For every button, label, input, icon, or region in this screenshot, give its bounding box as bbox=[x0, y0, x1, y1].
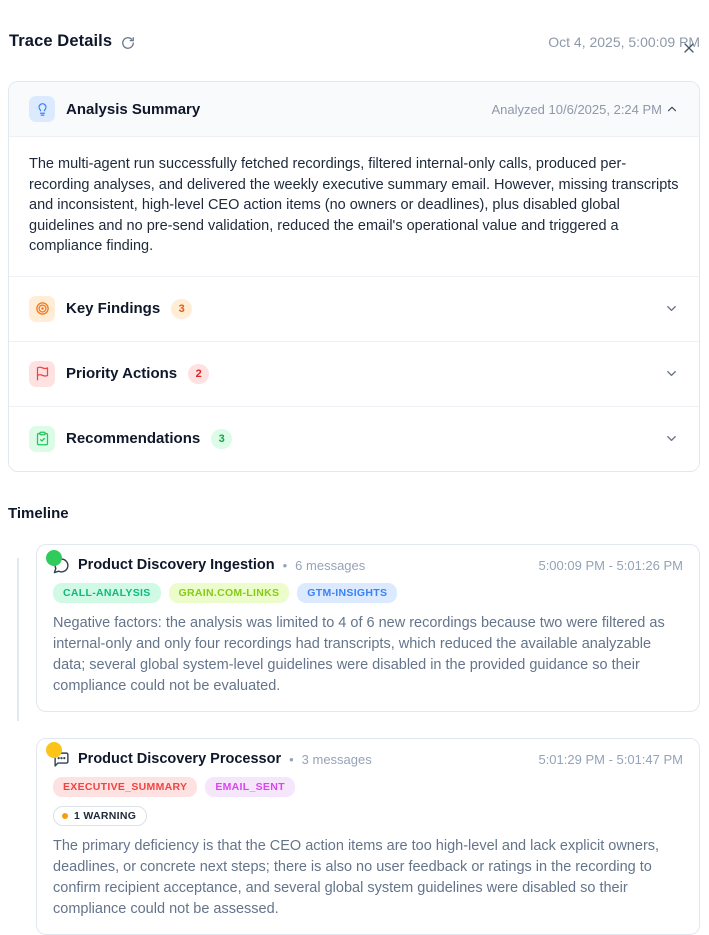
chevron-down-icon[interactable] bbox=[664, 431, 679, 446]
tag-grain-com-links: GRAIN.COM-LINKS bbox=[169, 583, 290, 603]
trace-timestamp: Oct 4, 2025, 5:00:09 PM bbox=[548, 33, 700, 50]
flag-icon bbox=[29, 361, 55, 387]
step-time-range: 5:01:29 PM - 5:01:47 PM bbox=[538, 751, 683, 767]
analysis-summary-title: Analysis Summary bbox=[66, 100, 201, 118]
step-description: The primary deficiency is that the CEO action items are too high-level and lack explicit owners, deadlines, or concrete next steps; there is also no user feedback or ratings in the recording to confirm recipient acceptance, and several global system guidelines were disabled so their compliance could not be assessed. bbox=[53, 837, 660, 917]
bullet-separator: • bbox=[282, 557, 288, 573]
recommendations-row[interactable] bbox=[9, 406, 699, 471]
analyzed-timestamp: Analyzed 10/6/2025, 2:24 PM bbox=[491, 101, 662, 117]
timeline bbox=[0, 544, 709, 935]
chevron-up-icon[interactable] bbox=[665, 102, 679, 116]
trace-header bbox=[0, 32, 709, 51]
timeline-item-ingestion bbox=[36, 544, 709, 712]
lightbulb-icon bbox=[29, 96, 55, 122]
tag-email-sent: EMAIL_SENT bbox=[205, 777, 295, 797]
step-description: Negative factors: the analysis was limited to 4 of 6 new recordings because two were filtered as internal-only and only four recordings had transcripts, which reduced the available analyzable data; several global system-level guidelines were disabled in the provided guidance so their compliance could not be evaluated. bbox=[53, 614, 665, 694]
step-time-range: 5:00:09 PM - 5:01:26 PM bbox=[538, 557, 683, 573]
chevron-down-icon[interactable] bbox=[664, 366, 679, 381]
step-title: Product Discovery Ingestion bbox=[78, 557, 275, 574]
timeline-dot-amber bbox=[46, 742, 62, 758]
refresh-icon[interactable] bbox=[121, 36, 135, 50]
bullet-separator: • bbox=[289, 751, 294, 767]
recommendations-count: 3 bbox=[211, 429, 232, 449]
analysis-summary-text: The multi-agent run successfully fetched recordings, filtered internal-only calls, produced per-recording analyses, and delivered the weekly executive summary email. However, missing transcripts and inconsistent, high-level CEO action items (no owners or deadlines), plus disabled global guidelines and no pre-send validation, reduced the email's operational value and triggered a compliance finding. bbox=[29, 156, 679, 255]
analysis-summary-header[interactable] bbox=[9, 82, 699, 137]
chevron-down-icon[interactable] bbox=[664, 301, 679, 316]
analysis-summary-card bbox=[8, 81, 700, 472]
priority-actions-label: Priority Actions bbox=[66, 365, 178, 383]
timeline-connector bbox=[17, 558, 19, 721]
key-findings-label: Key Findings bbox=[66, 300, 161, 318]
warning-dot-icon bbox=[62, 813, 68, 819]
step-title: Product Discovery Processor bbox=[78, 751, 282, 768]
timeline-title: Timeline bbox=[8, 504, 69, 522]
close-icon[interactable] bbox=[679, 38, 699, 58]
page-title: Trace Details bbox=[9, 32, 113, 50]
timeline-card-ingestion[interactable] bbox=[36, 544, 700, 712]
priority-actions-count: 2 bbox=[188, 364, 209, 384]
key-findings-row[interactable] bbox=[9, 276, 699, 341]
message-count: 3 messages bbox=[301, 751, 372, 767]
tag-executive-summary: EXECUTIVE_SUMMARY bbox=[53, 777, 197, 797]
message-count: 6 messages bbox=[295, 557, 366, 573]
timeline-item-processor bbox=[36, 738, 709, 935]
recommendations-label: Recommendations bbox=[66, 430, 201, 448]
priority-actions-row[interactable] bbox=[9, 341, 699, 406]
warning-badge bbox=[53, 806, 147, 826]
timeline-card-processor[interactable] bbox=[36, 738, 700, 935]
target-icon bbox=[29, 296, 55, 322]
timeline-dot-green bbox=[46, 550, 62, 566]
tag-call-analysis: CALL-ANALYSIS bbox=[53, 583, 161, 603]
clipboard-check-icon bbox=[29, 426, 55, 452]
key-findings-count: 3 bbox=[171, 299, 192, 319]
warning-label: 1 WARNING bbox=[74, 809, 137, 822]
tag-gtm-insights: GTM-INSIGHTS bbox=[297, 583, 397, 603]
